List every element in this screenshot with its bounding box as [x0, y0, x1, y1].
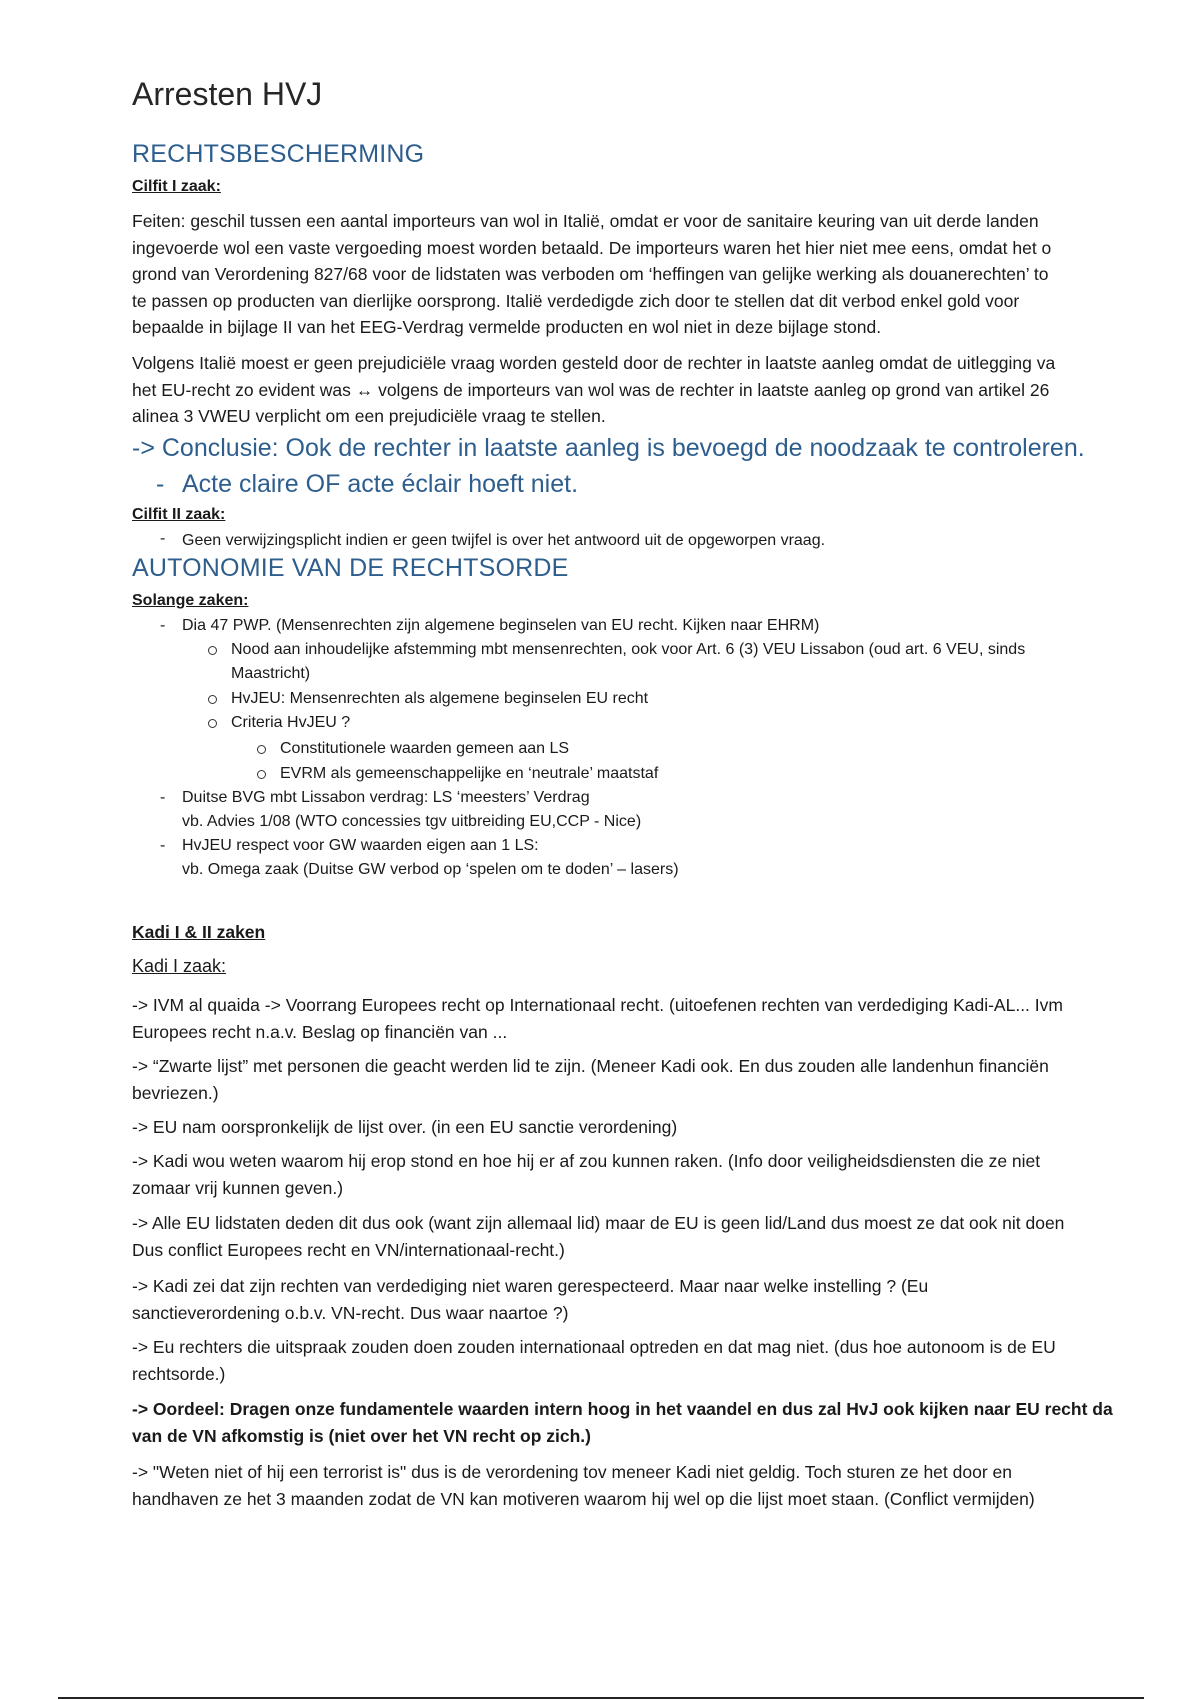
kadi-paragraph — [132, 1148, 1200, 1201]
circle-bullet-icon — [208, 695, 217, 704]
text-line: Volgens Italië moest er geen prejudiciële vraag worden gesteld door de rechter in laatste aanleg omdat de uitlegging va — [132, 353, 1056, 373]
paragraph-cilfit-italy — [132, 350, 1200, 430]
section-heading-rechtsbescherming: RECHTSBESCHERMING — [132, 140, 425, 168]
dash-marker: - — [160, 530, 166, 547]
text-line: rechtsorde.) — [132, 1363, 226, 1384]
kadi-paragraph — [132, 1459, 1200, 1512]
text-line: bepaalde in bijlage II van het EEG-Verdrag vermelde producten en wol niet in deze bijlage stond. — [132, 317, 882, 337]
circle-bullet-icon — [208, 646, 217, 655]
text-line: te passen op producten van dierlijke oorsprong. Italië verdedigde zich door te stellen dat dit verbod enkel gold voor — [132, 290, 1020, 311]
text-line: alinea 3 VWEU verplicht om een prejudiciële vraag te stellen. — [132, 406, 606, 426]
kadi-paragraph — [132, 1210, 1200, 1263]
text-line: ingevoerde wol een vaste vergoeding moest worden betaald. De importeurs waren het hier niet mee eens, omdat het o — [132, 237, 1052, 258]
kadi-paragraph — [132, 1334, 1200, 1387]
subheading-solange: Solange zaken: — [132, 592, 249, 609]
subheading-cilfit-1: Cilfit I zaak: — [132, 178, 221, 195]
kadi-paragraph — [132, 1053, 1200, 1106]
list-item: HvJEU respect voor GW waarden eigen aan 1 LS: — [182, 837, 539, 854]
text-line: -> Eu rechters die uitspraak zouden doen zouden internationaal optreden en dat mag niet. (dus hoe autonoom is de EU — [132, 1337, 1056, 1357]
dash-marker: - — [160, 617, 166, 634]
text-line: van de VN afkomstig is (niet over het VN recht op zich.) — [132, 1425, 591, 1446]
paragraph-cilfit-facts — [132, 208, 1200, 341]
text-line: -> "Weten niet of hij een terrorist is" dus is de verordening tov meneer Kadi niet geldig. Toch sturen ze het door en — [132, 1462, 1012, 1482]
subheading-kadi-1: Kadi I zaak: — [132, 956, 227, 976]
text-line: het EU-recht zo evident was ↔ volgens de importeurs van wol was de rechter in laatste aanleg op grond van artikel 26 — [132, 379, 1050, 400]
text-line: sanctieverordening o.b.v. VN-recht. Dus waar naartoe ?) — [132, 1302, 569, 1323]
conclusion-text: -> Conclusie: Ook de rechter in laatste aanleg is bevoegd de noodzaak te controleren. — [132, 434, 1085, 462]
document-title: Arresten HVJ — [132, 76, 323, 112]
list-item: Nood aan inhoudelijke afstemming mbt mensenrechten, ook voor Art. 6 (3) VEU Lissabon (oud art. 6 VEU, sinds — [231, 641, 1026, 658]
kadi-paragraph — [132, 1114, 1200, 1141]
list-item-continuation: vb. Advies 1/08 (WTO concessies tgv uitbreiding EU,CCP - Nice) — [182, 813, 642, 830]
text-line: -> Oordeel: Dragen onze fundamentele waarden intern hoog in het vaandel en dus zal HvJ ook kijken naar EU recht da — [132, 1399, 1113, 1419]
text-line: bevriezen.) — [132, 1082, 219, 1103]
text-line: -> IVM al quaida -> Voorrang Europees recht op Internationaal recht. (uitoefenen rechten van verdediging Kadi-AL... Ivm — [132, 995, 1063, 1015]
text-line: Europees recht n.a.v. Beslag op financiën van ... — [132, 1021, 508, 1042]
document-page — [132, 0, 1200, 1700]
text-line: zomaar vrij kunnen geven.) — [132, 1177, 344, 1198]
text-line: Feiten: geschil tussen een aantal importeurs van wol in Italië, omdat er voor de sanitaire keuring van uit derde landen — [132, 211, 1039, 231]
circle-bullet-icon — [208, 719, 217, 728]
list-item-continuation: vb. Omega zaak (Duitse GW verbod op ‘spelen om te doden’ – lasers) — [182, 861, 679, 878]
kadi-judgment-paragraph — [132, 1396, 1200, 1449]
subheading-kadi: Kadi I & II zaken — [132, 922, 266, 942]
circle-bullet-icon — [257, 745, 266, 754]
text-line: grond van Verordening 827/68 voor de lidstaten was verboden om ‘heffingen van gelijke werking als douanerechten’ to — [132, 264, 1049, 284]
text-line: -> EU nam oorspronkelijk de lijst over. (in een EU sanctie verordening) — [132, 1117, 678, 1137]
list-item: Duitse BVG mbt Lissabon verdrag: LS ‘meesters’ Verdrag — [182, 789, 590, 806]
text-line: handhaven ze het 3 maanden zodat de VN kan motiveren waarom hij wel op die lijst moet staan. (Conflict vermijden) — [132, 1488, 1035, 1509]
list-item: EVRM als gemeenschappelijke en ‘neutrale’ maatstaf — [280, 765, 659, 782]
section-heading-autonomie: AUTONOMIE VAN DE RECHTSORDE — [132, 554, 569, 582]
list-item: Constitutionele waarden gemeen aan LS — [280, 740, 570, 757]
dash-marker: - — [160, 789, 166, 806]
kadi-paragraph — [132, 1273, 1200, 1326]
text-line: -> Kadi wou weten waarom hij erop stond en hoe hij er af zou kunnen raken. (Info door veiligheidsdiensten die ze niet — [132, 1151, 1041, 1171]
circle-bullet-icon — [257, 770, 266, 779]
text-line: -> “Zwarte lijst” met personen die geacht werden lid te zijn. (Meneer Kadi ook. En dus zouden alle landenhun financiën — [132, 1056, 1049, 1076]
list-item: Geen verwijzingsplicht indien er geen twijfel is over het antwoord uit de opgeworpen vraag. — [182, 532, 826, 549]
list-item: Dia 47 PWP. (Mensenrechten zijn algemene beginselen van EU recht. Kijken naar EHRM) — [182, 617, 820, 634]
acte-claire-text: Acte claire OF acte éclair hoeft niet. — [182, 470, 579, 498]
dash-marker: - — [156, 470, 165, 498]
subheading-cilfit-2: Cilfit II zaak: — [132, 506, 226, 523]
list-item: Criteria HvJEU ? — [231, 714, 351, 731]
kadi-paragraph — [132, 992, 1200, 1045]
dash-marker: - — [160, 837, 166, 854]
text-line: Dus conflict Europees recht en VN/internationaal-recht.) — [132, 1239, 565, 1260]
list-item: HvJEU: Mensenrechten als algemene beginselen EU recht — [231, 690, 649, 707]
footer-divider — [58, 1697, 1144, 1699]
list-item-continuation: Maastricht) — [231, 665, 311, 682]
text-line: -> Alle EU lidstaten deden dit dus ook (want zijn allemaal lid) maar de EU is geen lid/Land dus moest ze dat ook nit doen — [132, 1213, 1065, 1233]
text-line: -> Kadi zei dat zijn rechten van verdediging niet waren gerespecteerd. Maar naar welke instelling ? (Eu — [132, 1276, 929, 1296]
